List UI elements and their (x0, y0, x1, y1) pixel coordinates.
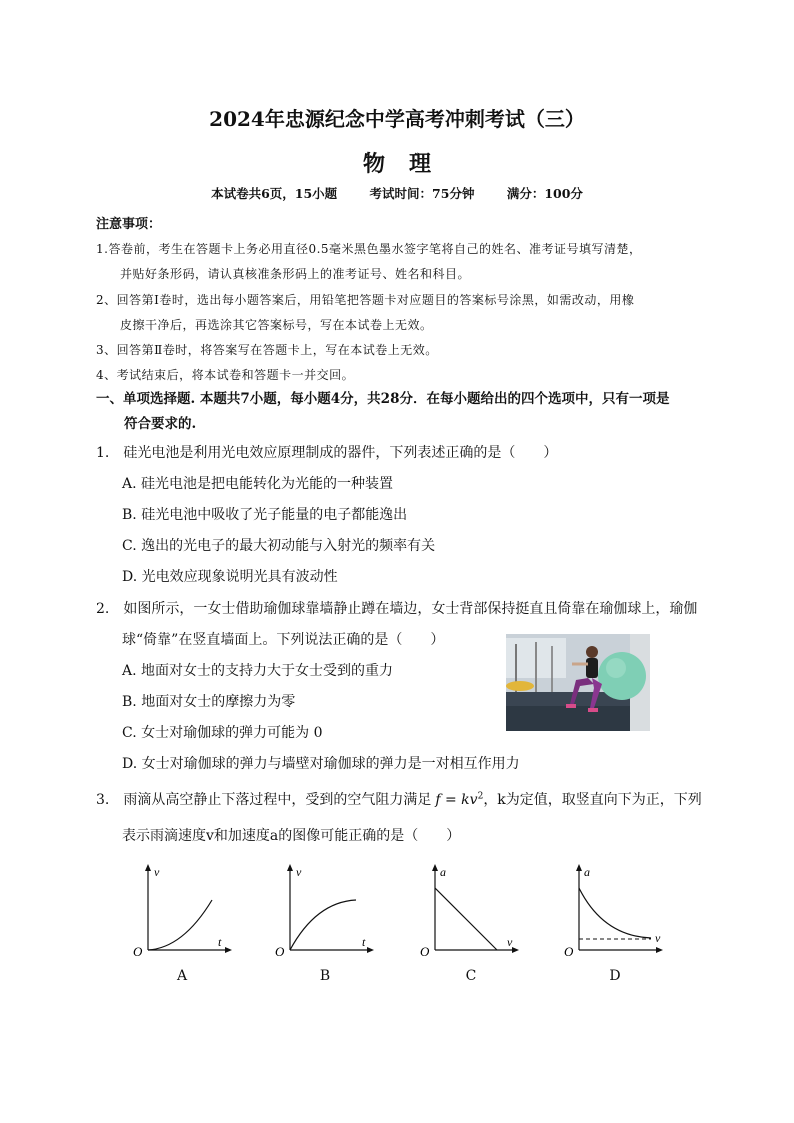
info-score: 满分：100分 (506, 186, 583, 201)
graph-d-ylabel: a (584, 865, 590, 879)
note-line: 2、回答第Ⅰ卷时，选出每小题答案后，用铅笔把答题卡对应题目的答案标号涂黑，如需改动，用橡 (96, 293, 635, 307)
graph-c (415, 862, 525, 962)
note-line: 4、考试结束后，将本试卷和答题卡一并交回。 (96, 368, 355, 382)
q2-option-b: B. 地面对女士的摩擦力为零 (122, 694, 296, 710)
q1-option-b: B. 硅光电池中吸收了光子能量的电子都能逸出 (122, 507, 408, 523)
q3-stem-part2: ，k为定值，取竖直向下为正，下列 (483, 792, 702, 808)
q1-option-a: A. 硅光电池是把电能转化为光能的一种装置 (122, 476, 394, 492)
yoga-ball-photo (506, 634, 650, 731)
question-2-stem-cont: 球“倚靠”在竖直墙面上。下列说法正确的是（ ） (122, 632, 445, 648)
graph-d-origin: O (564, 944, 574, 959)
exam-title: 2024年忠源纪念中学高考冲刺考试（三） (209, 107, 585, 131)
graph-d (559, 862, 669, 962)
note-line: 3、回答第Ⅱ卷时，将答案写在答题卡上，写在本试卷上无效。 (96, 343, 438, 357)
formula-f: f (435, 792, 441, 808)
subject-title (0, 147, 794, 178)
subject-char-2: 理 (409, 151, 432, 177)
q2-option-c: C. 女士对瑜伽球的弹力可能为 0 (122, 725, 323, 741)
graph-c-origin: O (420, 944, 430, 959)
formula-eq: = kv (440, 792, 478, 808)
info-pages: 本试卷共6页，15小题 (211, 186, 338, 201)
graph-c-xlabel: v (507, 935, 513, 949)
q1-option-c: C. 逸出的光电子的最大初动能与入射光的频率有关 (122, 538, 436, 554)
graph-a-origin: O (133, 944, 143, 959)
graph-a-ylabel: v (154, 865, 160, 879)
graph-c-label: C (465, 968, 477, 984)
graph-b-label: B (319, 968, 331, 984)
yoga-ball-illustration (506, 634, 650, 731)
graph-a (128, 862, 238, 962)
section-heading-cont: 符合要求的. (124, 416, 197, 432)
graph-b (270, 862, 380, 962)
graph-b-origin: O (275, 944, 285, 959)
exam-info (0, 184, 794, 202)
graph-a-label: A (176, 968, 188, 984)
graph-a-xlabel: t (218, 935, 222, 949)
q3-stem-part1: 3. 雨滴从高空静止下落过程中，受到的空气阻力满足 (96, 792, 432, 808)
q2-option-a: A. 地面对女士的支持力大于女士受到的重力 (122, 663, 394, 679)
question-1-stem: 1. 硅光电池是利用光电效应原理制成的器件，下列表述正确的是（ ） (96, 445, 558, 461)
q1-option-d: D. 光电效应现象说明光具有波动性 (122, 569, 338, 585)
subject-char-1: 物 (362, 151, 385, 177)
formula-exponent: 2 (477, 791, 484, 802)
graph-b-ylabel: v (296, 865, 302, 879)
q2-option-d: D. 女士对瑜伽球的弹力与墙壁对瑜伽球的弹力是一对相互作用力 (122, 756, 520, 772)
question-3-stem (96, 789, 702, 809)
question-2-stem: 2. 如图所示，一女士借助瑜伽球靠墙静止蹲在墙边，女士背部保持挺直且倚靠在瑜伽球上，瑜伽 (96, 601, 698, 617)
note-line: 1.答卷前，考生在答题卡上务必用直径0.5毫米黑色墨水签字笔将自己的姓名、准考证号填写清楚， (96, 242, 642, 256)
note-line: 并贴好条形码，请认真核准条形码上的准考证号、姓名和科目。 (120, 267, 471, 281)
graph-d-xlabel: v (655, 931, 661, 945)
section-heading: 一、单项选择题. 本题共7小题，每小题4分，共28分．在每小题给出的四个选项中，只有一项是 (96, 391, 670, 407)
graph-c-ylabel: a (440, 865, 446, 879)
note-line: 皮擦干净后，再选涂其它答案标号，写在本试卷上无效。 (120, 318, 433, 332)
notes-heading: 注意事项： (96, 217, 162, 232)
graph-d-label: D (609, 968, 621, 984)
graph-b-xlabel: t (362, 935, 366, 949)
info-time: 考试时间：75分钟 (369, 186, 475, 201)
question-3-stem-cont: 表示雨滴速度v和加速度a的图像可能正确的是（ ） (122, 828, 461, 844)
